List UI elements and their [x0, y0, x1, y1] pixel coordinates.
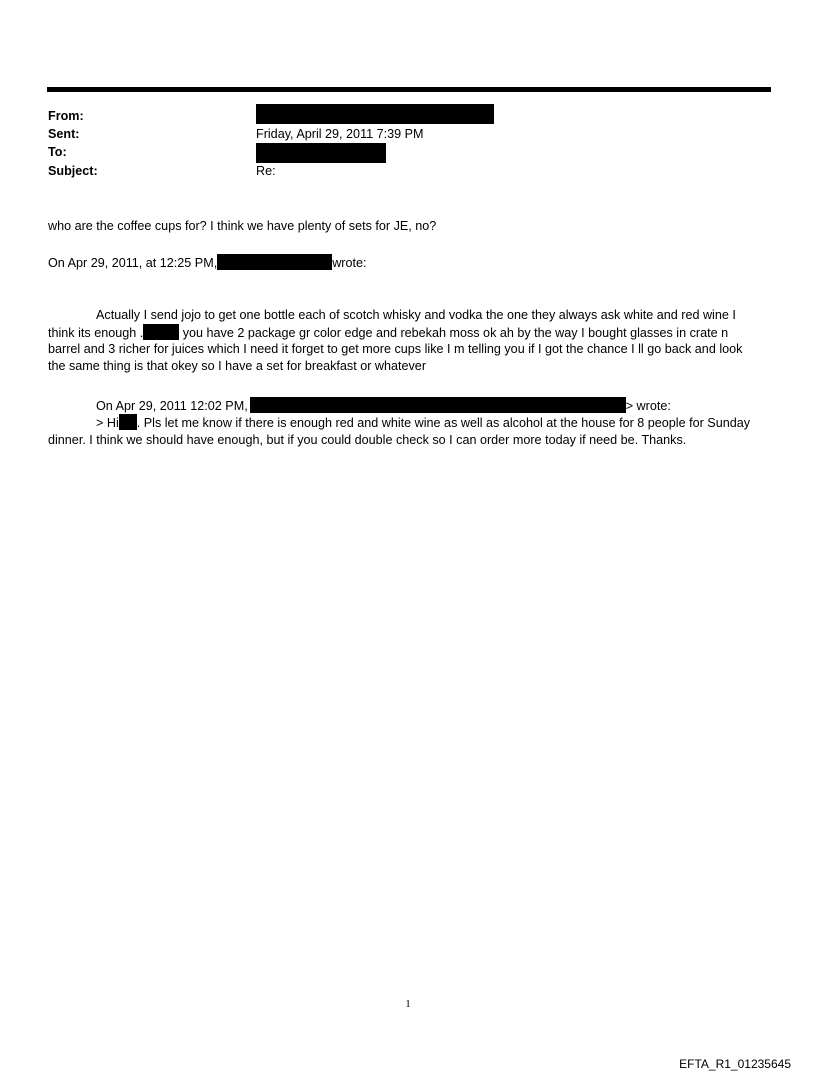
page-number: 1	[405, 998, 411, 1010]
quote1-name-redaction	[143, 324, 179, 340]
quote2-suffix: > wrote:	[625, 399, 671, 413]
header-rule	[47, 87, 771, 92]
sent-row	[48, 126, 768, 144]
quote1-text-b: you have 2 package gr color edge and rebekah moss ok ah by the way I bought glasses in crate n barrel and 3 richer for juices which I need it forget to get more cups like I m telling you if I got the chance I ll go back and look the same thing is that okey so I have a set for breakfast or whatever	[48, 325, 743, 373]
quote2-sender-redaction	[250, 397, 626, 413]
quote2-body	[48, 414, 760, 448]
from-value	[256, 104, 494, 126]
quote2-prefix: On Apr 29, 2011 12:02 PM,	[96, 399, 248, 413]
quote2-header	[96, 397, 671, 415]
from-label: From:	[48, 109, 84, 123]
subject-row	[48, 163, 768, 181]
quote2-name-redaction	[119, 414, 137, 430]
quote2-text-b: . Pls let me know if there is enough red and white wine as well as alcohol at the house for 8 people for Sunday dinner. I think we should have enough, but if you could double check so I can order more today if need be. Thanks.	[48, 416, 751, 447]
to-redaction	[256, 143, 386, 163]
sent-label: Sent:	[48, 127, 80, 141]
subject-label: Subject:	[48, 164, 98, 178]
from-row	[48, 108, 768, 126]
to-row	[48, 144, 768, 162]
quote1-header	[48, 254, 367, 272]
quote1-suffix: wrote:	[332, 256, 367, 270]
quote1-sender-redaction	[217, 254, 332, 270]
to-value	[256, 143, 386, 165]
to-label: To:	[48, 145, 67, 159]
quote1-body	[48, 307, 760, 374]
quote1-text-a: Actually I send jojo to get one bottle each of scotch whisky and vodka the one they always ask white and red wine I think its enough .	[48, 308, 736, 340]
from-redaction	[256, 104, 494, 124]
document-id: EFTA_R1_01235645	[679, 1057, 791, 1071]
quote2-text-a: > Hi	[96, 416, 119, 430]
subject-value: Re:	[256, 164, 276, 178]
reply-line: who are the coffee cups for? I think we have plenty of sets for JE, no?	[48, 219, 437, 233]
quote1-prefix: On Apr 29, 2011, at 12:25 PM,	[48, 256, 218, 270]
sent-value: Friday, April 29, 2011 7:39 PM	[256, 127, 424, 141]
